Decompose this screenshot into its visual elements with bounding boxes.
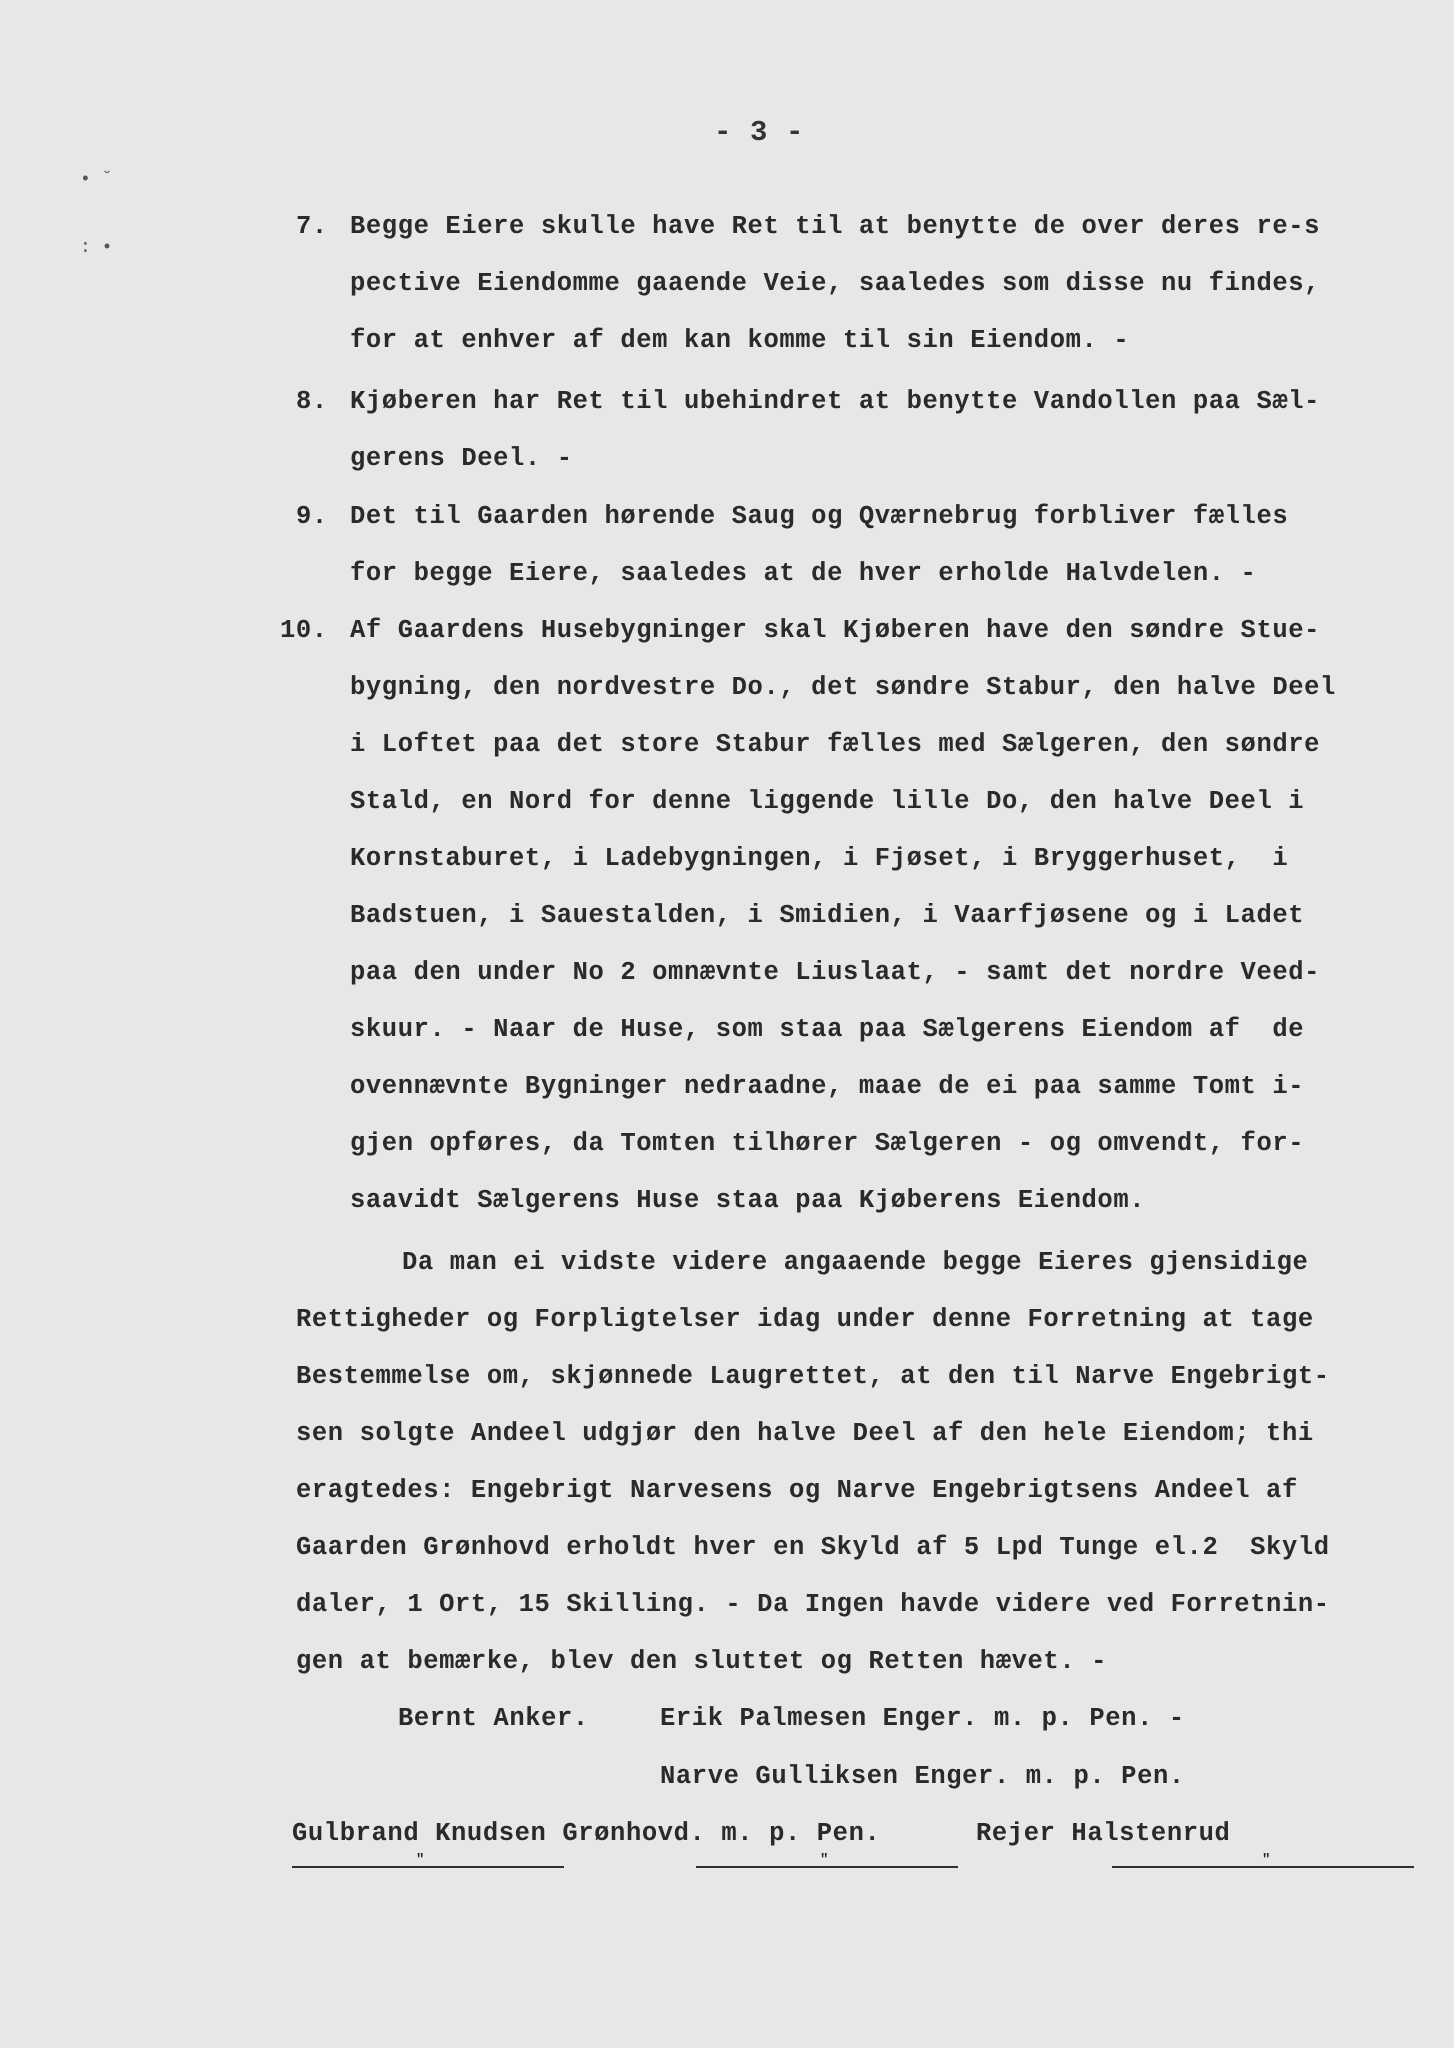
item-7-line-3: for at enhver af dem kan komme til sin Eiendom. -: [350, 326, 1130, 355]
paragraph-line-1: Da man ei vidste videre angaaende begge Eieres gjensidige: [402, 1248, 1309, 1277]
item-7-line-2: pective Eiendomme gaaende Veie, saaledes som disse nu findes,: [350, 269, 1321, 298]
paragraph-line-6: Gaarden Grønhovd erholdt hver en Skyld af 5 Lpd Tunge el.2 Skyld: [296, 1533, 1330, 1562]
signature-narve-gulliksen: Narve Gulliksen Enger. m. p. Pen.: [660, 1762, 1185, 1791]
page-number: - 3 -: [714, 116, 805, 149]
signature-gulbrand-knudsen: Gulbrand Knudsen Grønhovd. m. p. Pen.: [292, 1819, 881, 1848]
ditto-mark-2: ": [820, 1852, 829, 1868]
margin-mark-1: • ˘: [80, 170, 113, 190]
item-10-line-4: Stald, en Nord for denne liggende lille Do, den halve Deel i: [350, 787, 1305, 816]
item-8-line-2: gerens Deel. -: [350, 444, 573, 473]
signature-rejer-halstenrud: Rejer Halstenrud: [976, 1819, 1231, 1848]
item-10-line-2: bygning, den nordvestre Do., det søndre Stabur, den halve Deel: [350, 673, 1336, 702]
paragraph-line-8: gen at bemærke, blev den sluttet og Retten hævet. -: [296, 1647, 1108, 1676]
item-7-line-1: Begge Eiere skulle have Ret til at benytte de over deres re-s: [350, 212, 1321, 241]
paragraph-line-5: eragtedes: Engebrigt Narvesens og Narve Engebrigtsens Andeel af: [296, 1476, 1298, 1505]
signature-rule-1: [292, 1866, 564, 1868]
item-10-line-9: ovennævnte Bygninger nedraadne, maae de ei paa samme Tomt i-: [350, 1072, 1305, 1101]
paragraph-line-3: Bestemmelse om, skjønnede Laugrettet, at den til Narve Engebrigt-: [296, 1362, 1330, 1391]
item-number-7: 7.: [296, 212, 328, 241]
ditto-mark-3: ": [1262, 1852, 1271, 1868]
item-10-line-5: Kornstaburet, i Ladebygningen, i Fjøset, i Bryggerhuset, i: [350, 844, 1289, 873]
item-number-9: 9.: [296, 502, 328, 531]
item-9-line-1: Det til Gaarden hørende Saug og Qværnebrug forbliver fælles: [350, 502, 1289, 531]
item-10-line-1: Af Gaardens Husebygninger skal Kjøberen have den søndre Stue-: [350, 616, 1321, 645]
item-8-line-1: Kjøberen har Ret til ubehindret at benytte Vandollen paa Sæl-: [350, 387, 1321, 416]
ditto-mark-1: ": [416, 1852, 425, 1868]
item-10-line-6: Badstuen, i Sauestalden, i Smidien, i Vaarfjøsene og i Ladet: [350, 901, 1305, 930]
item-9-line-2: for begge Eiere, saaledes at de hver erholde Halvdelen. -: [350, 559, 1257, 588]
signature-bernt-anker: Bernt Anker.: [398, 1704, 589, 1733]
item-10-line-8: skuur. - Naar de Huse, som staa paa Sælgerens Eiendom af de: [350, 1015, 1305, 1044]
item-10-line-3: i Loftet paa det store Stabur fælles med Sælgeren, den søndre: [350, 730, 1321, 759]
item-10-line-10: gjen opføres, da Tomten tilhører Sælgeren - og omvendt, for-: [350, 1129, 1305, 1158]
paragraph-line-4: sen solgte Andeel udgjør den halve Deel af den hele Eiendom; thi: [296, 1419, 1314, 1448]
signature-erik-palmesen: Erik Palmesen Enger. m. p. Pen. -: [660, 1704, 1185, 1733]
item-number-8: 8.: [296, 387, 328, 416]
margin-mark-2: : •: [80, 238, 113, 258]
item-number-10: 10.: [280, 616, 328, 645]
paragraph-line-2: Rettigheder og Forpligtelser idag under denne Forretning at tage: [296, 1305, 1314, 1334]
item-10-line-7: paa den under No 2 omnævnte Liuslaat, - samt det nordre Veed-: [350, 958, 1321, 987]
item-10-line-11: saavidt Sælgerens Huse staa paa Kjøberens Eiendom.: [350, 1186, 1146, 1215]
paragraph-line-7: daler, 1 Ort, 15 Skilling. - Da Ingen havde videre ved Forretnin-: [296, 1590, 1330, 1619]
